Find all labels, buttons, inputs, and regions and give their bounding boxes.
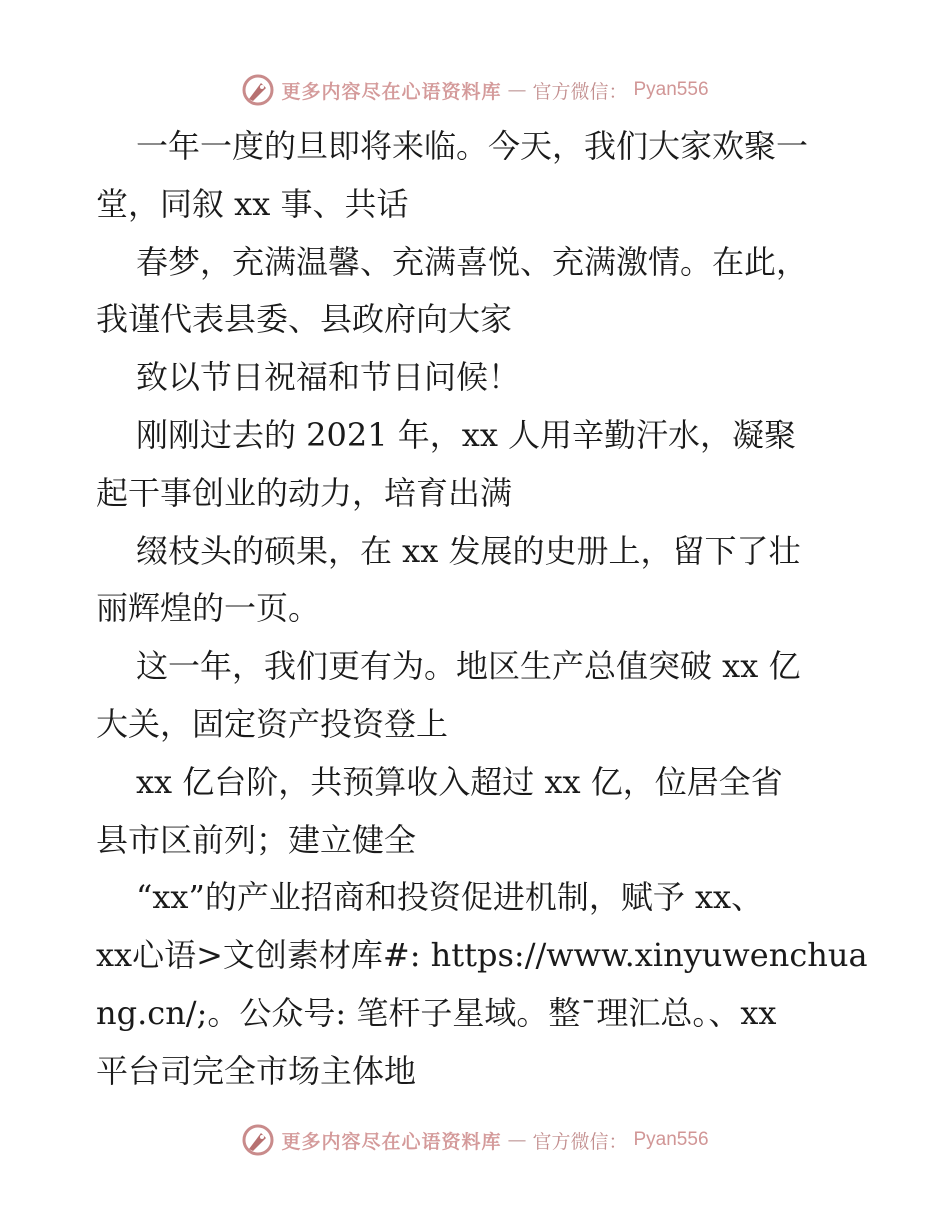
paragraph-line: xx心语>文创素材库#: https://www.xinyuwenchua xyxy=(96,936,868,975)
paragraph-line: 我谨代表县委、县政府向大家 xyxy=(96,300,513,339)
paragraph-line: 刚刚过去的 2021 年，xx 人用辛勤汗水，凝聚 xyxy=(136,415,797,454)
header-watermark xyxy=(0,70,950,110)
watermark-label: 官方微信： xyxy=(532,80,628,103)
paragraph-line: 平台司完全市场主体地 xyxy=(96,1051,417,1090)
watermark-main-text: 更多内容尽在心语资料库 xyxy=(281,80,502,103)
pen-nib-logo-icon xyxy=(241,1123,275,1157)
paragraph-line: 丽辉煌的一页。 xyxy=(96,589,321,628)
paragraph-line: 大关，固定资产投资登上 xyxy=(96,704,449,743)
watermark-dash: — xyxy=(507,1129,527,1151)
paragraph-line: 一年一度的旦即将来临。今天，我们大家欢聚一 xyxy=(136,127,809,165)
pen-nib-logo-icon xyxy=(241,73,275,107)
paragraph-line: “xx”的产业招商和投资促进机制，赋予 xx、 xyxy=(136,878,764,917)
paragraph-line: 这一年，我们更有为。地区生产总值突破 xx 亿 xyxy=(136,647,801,686)
paragraph-line: 春梦，充满温馨、充满喜悦、充满激情。在此， xyxy=(136,242,809,281)
document-body xyxy=(96,118,868,1101)
watermark-id: Pyan556 xyxy=(633,79,709,100)
paragraph-line: 县市区前列；建立健全 xyxy=(96,820,417,859)
paragraph-line: 缀枝头的硕果，在 xx 发展的史册上，留下了壮 xyxy=(136,531,801,570)
paragraph-line: 起干事创业的动力，培育出满 xyxy=(96,473,513,512)
paragraph-line: xx 亿台阶，共预算收入超过 xx 亿，位居全省 xyxy=(136,762,783,801)
paragraph-line: 堂，同叙 xx 事、共话 xyxy=(96,184,409,223)
paragraph-line: ng.cn/;。公众号: 笔杆子星域。整¯理汇总。、xx xyxy=(96,993,777,1032)
footer-watermark xyxy=(0,1120,950,1160)
watermark-dash: — xyxy=(507,79,527,101)
watermark-main-text: 更多内容尽在心语资料库 xyxy=(281,1130,502,1153)
watermark-id: Pyan556 xyxy=(633,1129,709,1150)
watermark-label: 官方微信： xyxy=(532,1130,628,1153)
paragraph-line: 致以节日祝福和节日问候！ xyxy=(136,358,521,397)
